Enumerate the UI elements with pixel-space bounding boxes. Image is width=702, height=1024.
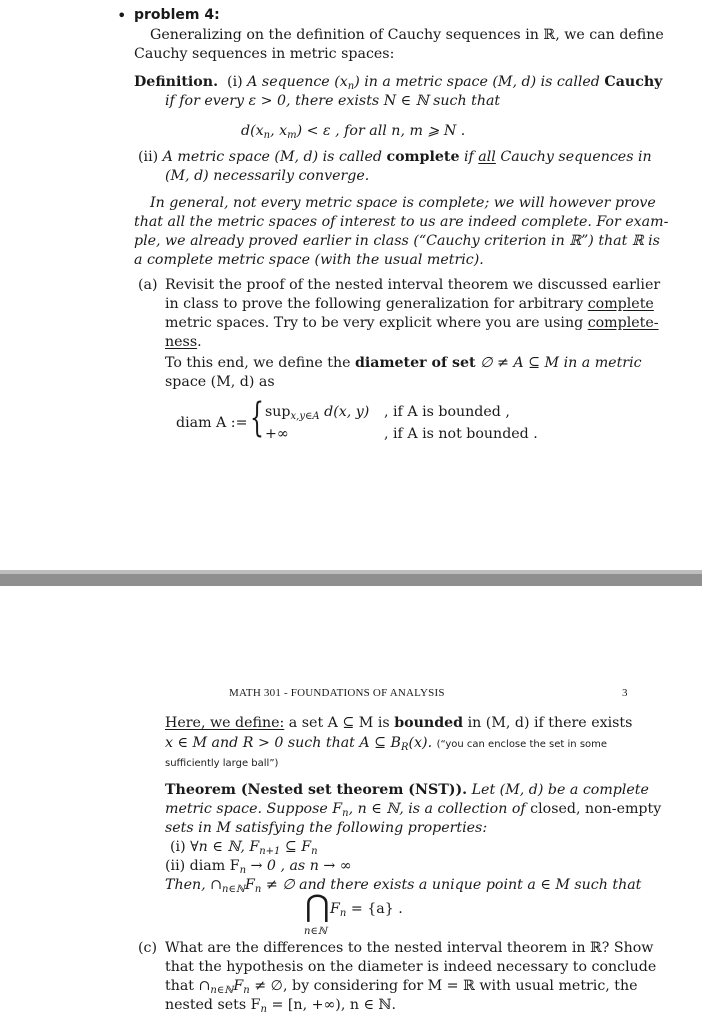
sub-n-5: n bbox=[239, 865, 247, 876]
case-2-condition: , if A is not bounded . bbox=[384, 426, 538, 442]
sup-subscript: x,y∈A bbox=[290, 411, 320, 422]
part-a-line-2-text: in class to prove the following generalization for arbitrary bbox=[165, 296, 584, 312]
part-c-line-3-b: F bbox=[233, 978, 244, 994]
part-c-line-3 bbox=[165, 977, 638, 997]
theorem-name: Theorem (Nested set theorem (NST)). bbox=[165, 782, 468, 798]
definition-ii bbox=[138, 148, 652, 167]
then-c: ≠ ∅ and there exists a unique point a ∈ M such that bbox=[261, 877, 642, 893]
diam-case-1 bbox=[265, 403, 369, 423]
bounded-note-2: sufficiently large ball”) bbox=[165, 758, 279, 769]
theorem-line-2 bbox=[165, 800, 661, 820]
part-a-label: (a) bbox=[138, 277, 158, 293]
running-header: MATH 301 - FOUNDATIONS OF ANALYSIS bbox=[229, 687, 445, 699]
part-a-period: . bbox=[197, 334, 202, 350]
part-c-line-3-c: ≠ ∅, by considering for M = ℝ with usual metric, the bbox=[249, 978, 638, 994]
definition-i-text-b: ) in a metric space (M, d) is called bbox=[354, 74, 600, 90]
part-a-line-1: Revisit the proof of the nested interval theorem we discussed earlier bbox=[165, 277, 661, 293]
formula-part-c: ) < ε , for all n, m ⩾ N . bbox=[296, 123, 466, 139]
part-a-line-5-math: ∅ ≠ A ⊆ M in a metric bbox=[480, 355, 642, 371]
completeness-underlined: complete- bbox=[587, 315, 659, 331]
definition-i bbox=[134, 73, 662, 93]
cauchy-formula bbox=[241, 122, 465, 142]
definition-ii-text-c: Cauchy sequences in bbox=[500, 149, 652, 165]
diam-lhs: diam A := bbox=[176, 415, 248, 431]
part-a-line-3-text: metric spaces. Try to be very explicit where you are using bbox=[165, 315, 584, 331]
sub-n-9: n bbox=[260, 1004, 267, 1015]
page-bottom bbox=[0, 586, 702, 1024]
part-a-line-3 bbox=[165, 314, 659, 333]
formula-part-b: , x bbox=[270, 123, 288, 139]
property-i-num: (i) bbox=[170, 839, 186, 855]
part-a-line-5 bbox=[165, 354, 642, 373]
bounded-line-2-a: x ∈ M and R > 0 such that A ⊆ B bbox=[165, 735, 401, 751]
part-c-line-1: What are the differences to the nested interval theorem in ℝ? Show bbox=[165, 940, 654, 956]
definition-ii-line2: (M, d) necessarily converge. bbox=[165, 168, 370, 184]
part-a-line-5-text: To this end, we define the bbox=[165, 355, 351, 371]
property-ii-a: diam F bbox=[189, 858, 240, 874]
part-a-line-4 bbox=[165, 333, 202, 352]
definition-ii-text-b: if bbox=[463, 149, 474, 165]
part-c-label: (c) bbox=[138, 940, 158, 956]
bounded-line-2-b: (x). bbox=[408, 735, 433, 751]
intersection-subscript: n∈ℕ bbox=[304, 926, 327, 937]
part-c-line-4 bbox=[165, 996, 396, 1016]
bounded-line-1 bbox=[165, 714, 632, 733]
then-a: Then, ∩ bbox=[165, 877, 223, 893]
property-i bbox=[170, 838, 318, 858]
part-c-sub: n∈ℕ bbox=[210, 985, 234, 996]
theorem-title bbox=[165, 781, 649, 800]
case-2-expr: +∞ bbox=[265, 426, 289, 442]
intro-line-2: Cauchy sequences in metric spaces: bbox=[134, 46, 395, 62]
sub-n1: n+1 bbox=[259, 846, 281, 857]
theorem-line-2-c: closed, non-empty bbox=[530, 801, 662, 817]
intersection-rhs bbox=[330, 900, 403, 920]
definition-ii-num: (ii) bbox=[138, 149, 159, 165]
definition-i-num: (i) bbox=[227, 74, 243, 90]
intro-line-1: Generalizing on the definition of Cauchy sequences in ℝ, we can define bbox=[150, 27, 664, 43]
definition-ii-text-a: A metric space (M, d) is called bbox=[162, 149, 382, 165]
sup-label: sup bbox=[265, 404, 291, 420]
sub-n: n bbox=[347, 81, 355, 92]
bounded-line-2 bbox=[165, 734, 607, 754]
sub-r: R bbox=[400, 742, 409, 753]
definition-label: Definition. bbox=[134, 74, 219, 90]
part-c-line-4-b: = [n, +∞), n ∈ ℕ. bbox=[266, 997, 396, 1013]
part-a-line-6: space (M, d) as bbox=[165, 374, 275, 390]
part-c-line-3-a: that ∩ bbox=[165, 978, 211, 994]
remark-line-2: that all the metric spaces of interest to us are indeed complete. For exam- bbox=[134, 214, 669, 230]
then-sub: n∈ℕ bbox=[222, 884, 246, 895]
problem-title: problem 4: bbox=[134, 7, 220, 23]
definition-i-line2: if for every ε > 0, there exists N ∈ ℕ such that bbox=[165, 93, 501, 109]
remark-line-3: ple, we already proved earlier in class (“Cauchy criterion in ℝ”) that ℝ is bbox=[134, 233, 660, 249]
then-b: F bbox=[245, 877, 255, 893]
property-ii-num: (ii) bbox=[165, 858, 186, 874]
property-ii-b: → 0 , as n → ∞ bbox=[246, 858, 352, 874]
theorem-line-3: sets in M satisfying the following properties: bbox=[165, 820, 488, 836]
diameter-term: diameter of set bbox=[355, 355, 476, 371]
theorem-then bbox=[165, 876, 641, 896]
property-i-a: ∀n ∈ ℕ, F bbox=[190, 839, 260, 855]
part-a-line-2 bbox=[165, 295, 654, 314]
cap-rhs-b: = {a} . bbox=[346, 901, 403, 917]
big-intersection-icon: ⋂ bbox=[305, 889, 330, 924]
property-i-b: ⊆ F bbox=[280, 839, 312, 855]
left-brace-icon: { bbox=[250, 395, 264, 441]
remark-line-1: In general, not every metric space is complete; we will however prove bbox=[150, 195, 656, 211]
sub-n-2: n bbox=[263, 130, 271, 141]
bounded-line-1-a: a set A ⊆ M is bbox=[288, 715, 390, 731]
definition-i-text-a: A sequence (x bbox=[247, 74, 348, 90]
sub-n-3: n bbox=[342, 808, 349, 819]
ness-underlined: ness bbox=[165, 334, 198, 350]
case-1-condition: , if A is bounded , bbox=[384, 404, 510, 420]
part-c-line-4-a: nested sets F bbox=[165, 997, 261, 1013]
theorem-title-tail: Let (M, d) be a complete bbox=[471, 782, 649, 798]
complete-term: complete bbox=[386, 149, 460, 165]
cap-rhs-a: F bbox=[330, 901, 340, 917]
remark-line-4: a complete metric space (with the usual metric). bbox=[134, 252, 484, 268]
case-1-expr: d(x, y) bbox=[324, 404, 370, 420]
sub-m: m bbox=[287, 130, 297, 141]
cauchy-term: Cauchy bbox=[604, 74, 663, 90]
sub-n-7: n bbox=[339, 908, 347, 919]
bounded-line-1-b: in (M, d) if there exists bbox=[467, 715, 633, 731]
theorem-line-2-a: metric space. Suppose F bbox=[165, 801, 343, 817]
page-separator bbox=[0, 570, 702, 586]
sub-n-4: n bbox=[311, 846, 318, 857]
sub-n-8: n bbox=[243, 985, 250, 996]
page-number: 3 bbox=[622, 687, 628, 699]
all-underlined: all bbox=[478, 149, 496, 165]
property-ii bbox=[165, 857, 352, 877]
part-c-line-2: that the hypothesis on the diameter is indeed necessary to conclude bbox=[165, 959, 657, 975]
formula-part-a: d(x bbox=[241, 123, 264, 139]
here-we-define: Here, we define: bbox=[165, 715, 285, 731]
theorem-line-2-b: , n ∈ ℕ, is a collection of bbox=[348, 801, 526, 817]
bounded-term: bounded bbox=[394, 715, 464, 731]
complete-underlined: complete bbox=[587, 296, 654, 312]
bounded-note: (“you can enclose the set in some bbox=[436, 739, 608, 750]
bullet-icon: • bbox=[117, 6, 127, 25]
sub-n-6: n bbox=[254, 884, 262, 895]
